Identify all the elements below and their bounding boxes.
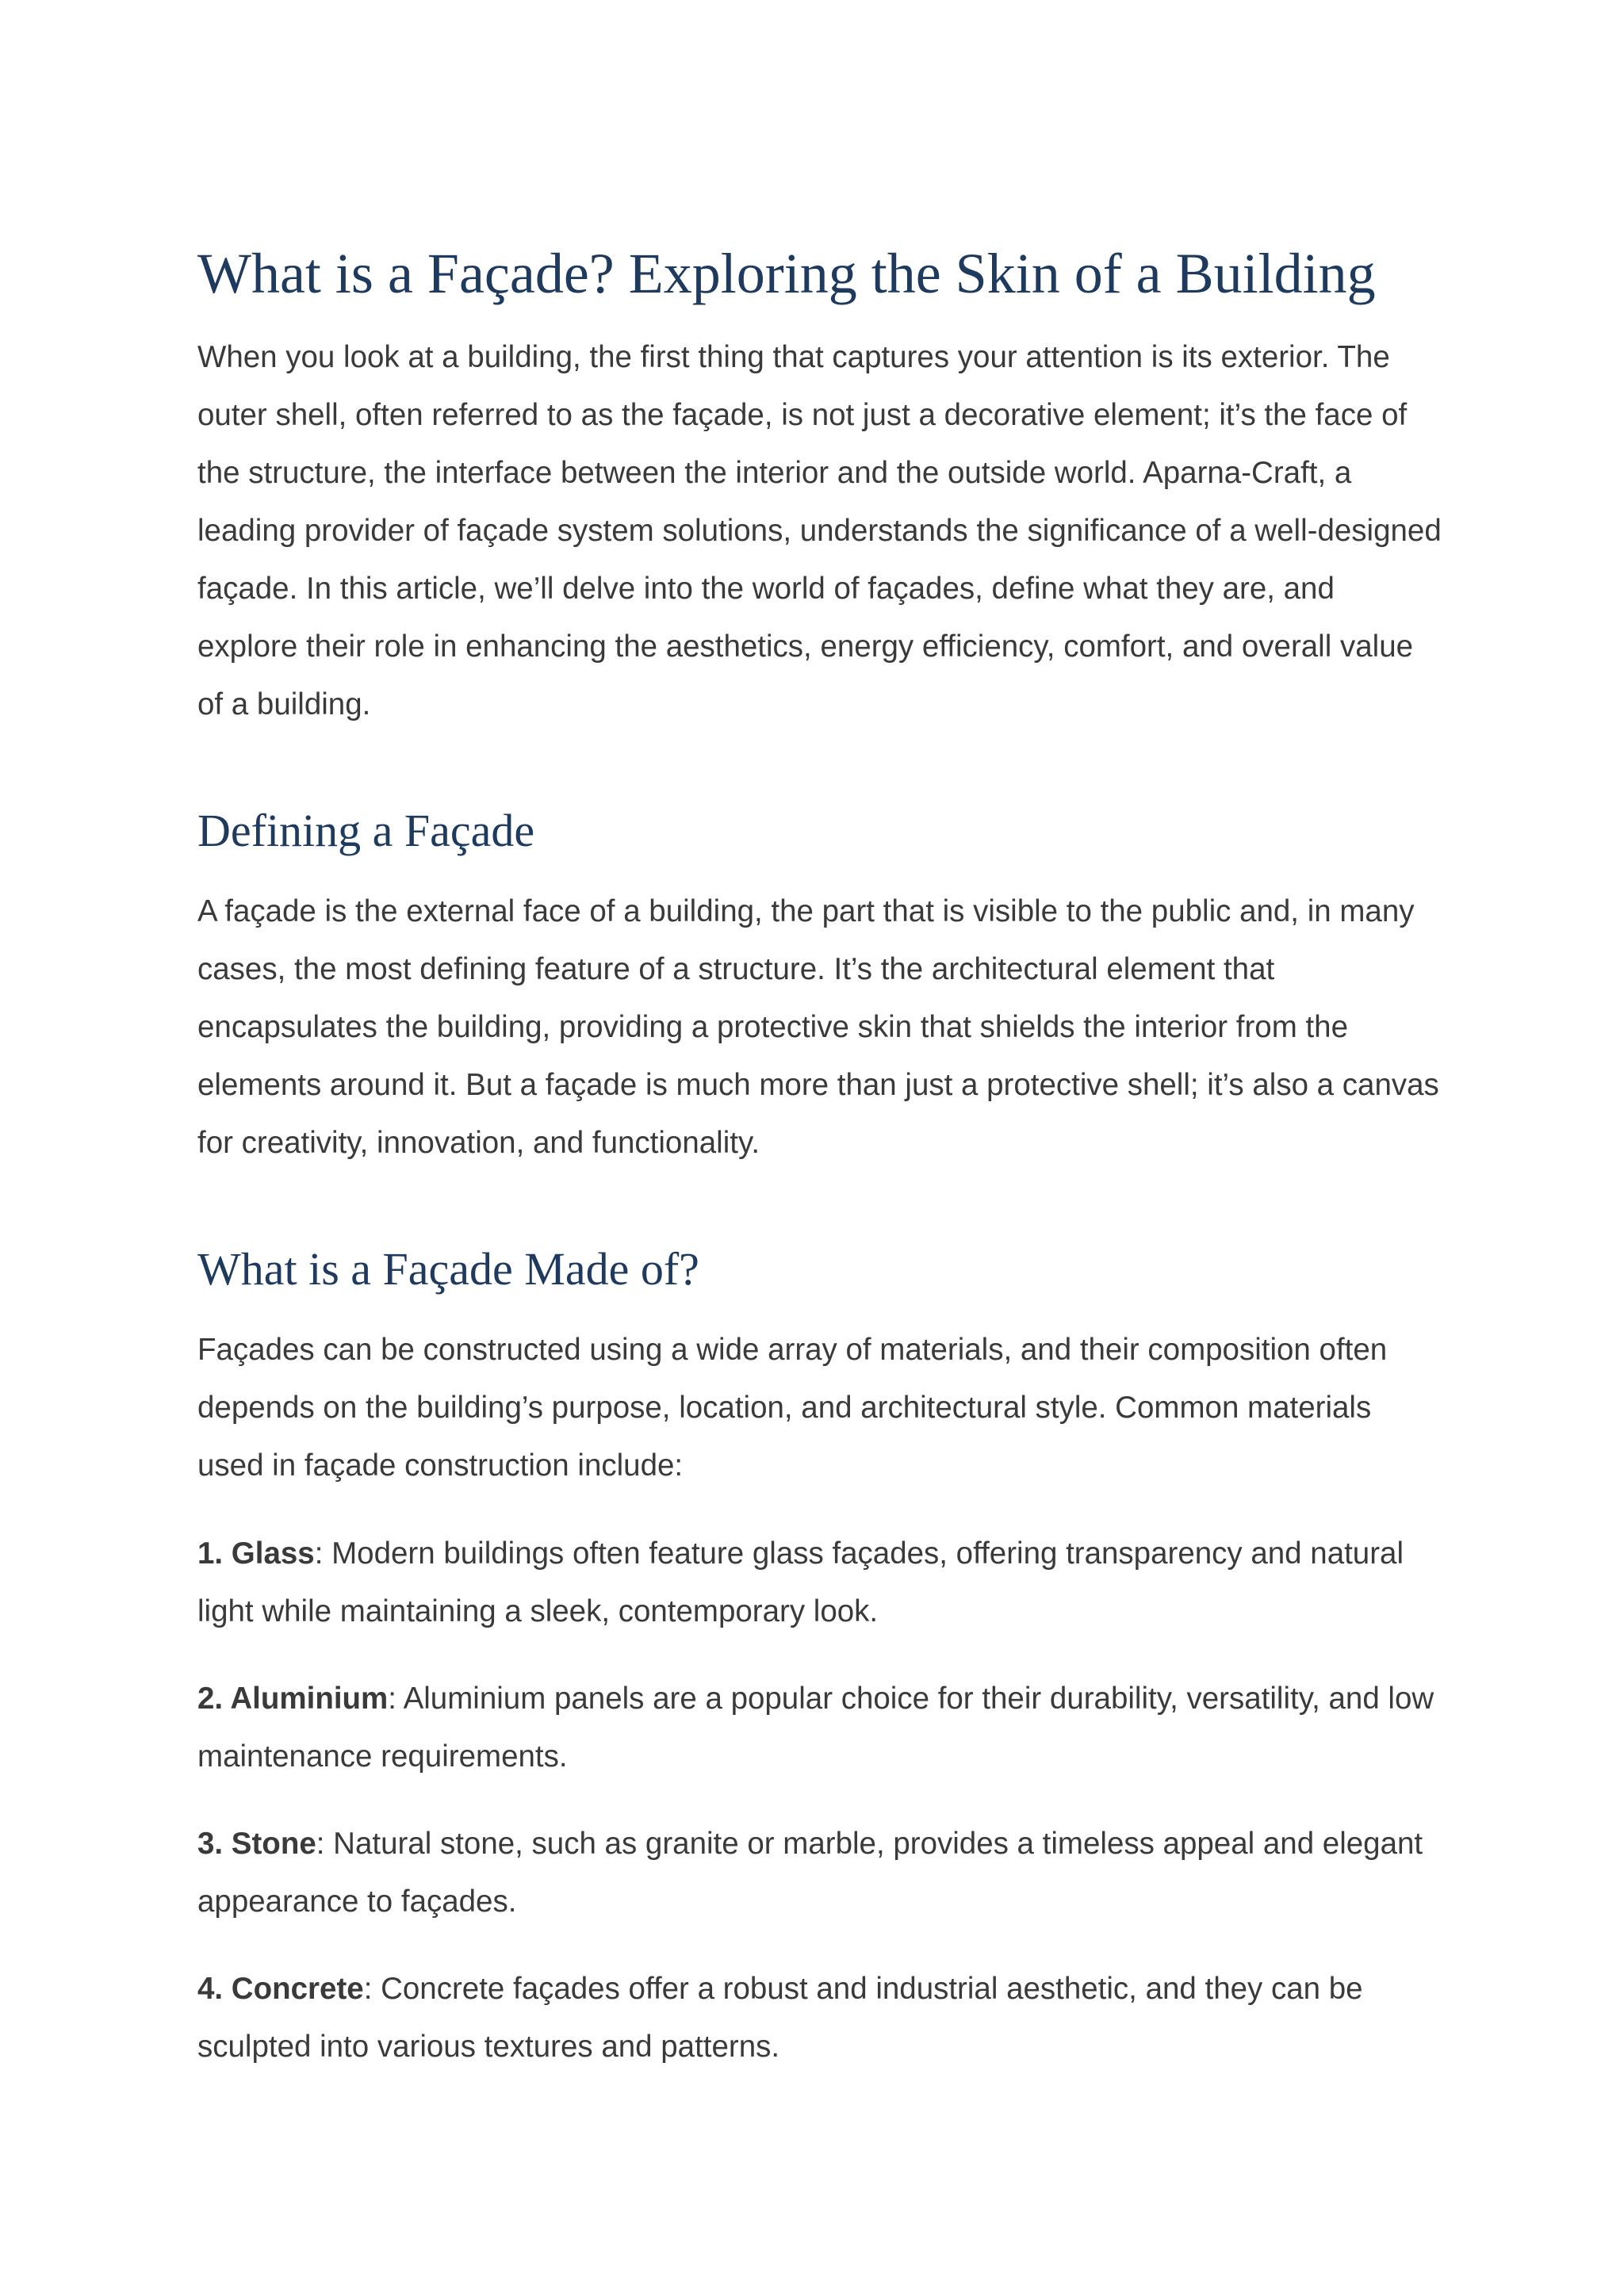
- section-paragraph-defining: A façade is the external face of a building, the part that is visible to the public and, in many cases, the most defining feature of a structure. It’s the architectural element that encapsulates the building, providing a protective skin that shields the interior from the elements around it. But a façade is much more than just a protective shell; it’s also a canvas for creativity, innovation, and functionality.: [197, 894, 1439, 1160]
- article-body: [197, 230, 1442, 2105]
- material-description: : Natural stone, such as granite or marble, provides a timeless appeal and elegant appearance to façades.: [197, 1827, 1423, 1919]
- material-item-concrete: [197, 1960, 1442, 2076]
- material-description: : Concrete façades offer a robust and industrial aesthetic, and they can be sculpted into various textures and patterns.: [197, 1972, 1363, 2064]
- material-label: 2. Aluminium: [197, 1682, 389, 1716]
- material-description: : Modern buildings often feature glass façades, offering transparency and natural light while maintaining a sleek, contemporary look.: [197, 1536, 1404, 1628]
- material-item-glass: [197, 1525, 1442, 1640]
- page-title: What is a Façade? Exploring the Skin of a Building: [197, 242, 1376, 305]
- material-label: 1. Glass: [197, 1536, 315, 1571]
- material-label: 3. Stone: [197, 1827, 316, 1861]
- material-item-stone: [197, 1815, 1442, 1931]
- material-label: 4. Concrete: [197, 1972, 364, 2006]
- material-description: : Aluminium panels are a popular choice for their durability, versatility, and low maintenance requirements.: [197, 1682, 1434, 1774]
- section-paragraph-materials: Façades can be constructed using a wide array of materials, and their composition often depends on the building’s purpose, location, and architectural style. Common materials used in façade construction include:: [197, 1333, 1388, 1483]
- section-heading-defining: Defining a Façade: [197, 805, 535, 856]
- intro-paragraph: When you look at a building, the first thing that captures your attention is its exterior. The outer shell, often referred to as the façade, is not just a decorative element; it’s the face of the structure, the interface between the interior and the outside world. Aparna-Craft, a leading provider of façade system solutions, understands the significance of a well-designed façade. In this article, we’ll delve into the world of façades, define what they are, and explore their role in enhancing the aesthetics, energy efficiency, comfort, and overall value of a building.: [197, 340, 1442, 721]
- section-heading-materials: What is a Façade Made of?: [197, 1243, 699, 1295]
- material-item-aluminium: [197, 1670, 1442, 1785]
